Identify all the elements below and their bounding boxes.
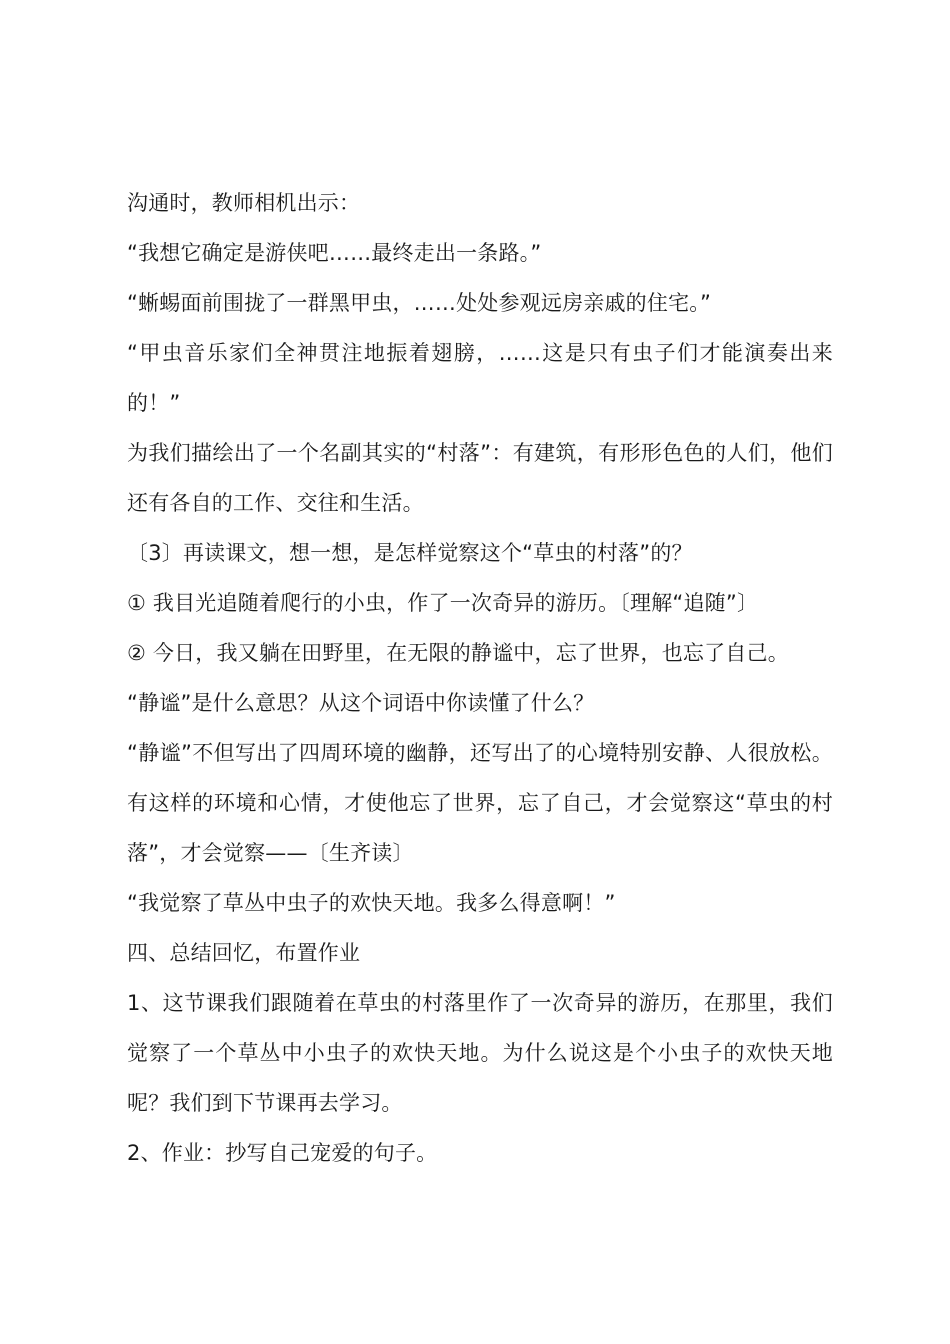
quote-paragraph: “甲虫音乐家们全神贯注地振着翅膀，……这是只有虫子们才能演奏出来的！” (127, 341, 833, 415)
document-body (127, 178, 833, 1178)
numbered-item: 1、这节课我们跟随着在草虫的村落里作了一次奇异的游历，在那里，我们觉察了一个草丛中小虫子的欢快天地。为什么说这是个小虫子的欢快天地呢？我们到下节课再去学习。 (127, 991, 833, 1115)
quote-paragraph: “我觉察了草丛中虫子的欢快天地。我多么得意啊！” (127, 891, 616, 915)
question-paragraph: “静谧”是什么意思？从这个词语中你读懂了什么？ (127, 691, 595, 715)
numbered-item: 2、作业：抄写自己宠爱的句子。 (127, 1141, 438, 1165)
paragraph: “静谧”不但写出了四周环境的幽静，还写出了的心境特别安静、人很放松。有这样的环境和心情，才使他忘了世界，忘了自己，才会觉察这“草虫的村落”，才会觉察——〔生齐读〕 (127, 741, 833, 865)
question-paragraph: 〔3〕再读课文，想一想，是怎样觉察这个“草虫的村落”的？ (127, 541, 693, 565)
numbered-item: ① 我目光追随着爬行的小虫，作了一次奇异的游历。〔理解“追随”〕 (127, 591, 759, 615)
quote-paragraph: “蜥蜴面前围拢了一群黑甲虫，……处处参观远房亲戚的住宅。” (127, 291, 712, 315)
paragraph-intro: 沟通时，教师相机出示： (127, 191, 361, 215)
quote-paragraph: “我想它确定是游侠吧……最终走出一条路。” (127, 241, 542, 265)
section-heading: 四、总结回忆，布置作业 (127, 941, 361, 965)
numbered-item: ② 今日，我又躺在田野里，在无限的静谧中，忘了世界，也忘了自己。 (127, 641, 789, 665)
paragraph: 为我们描绘出了一个名副其实的“村落”：有建筑，有形形色色的人们，他们还有各自的工作、交往和生活。 (127, 441, 833, 515)
